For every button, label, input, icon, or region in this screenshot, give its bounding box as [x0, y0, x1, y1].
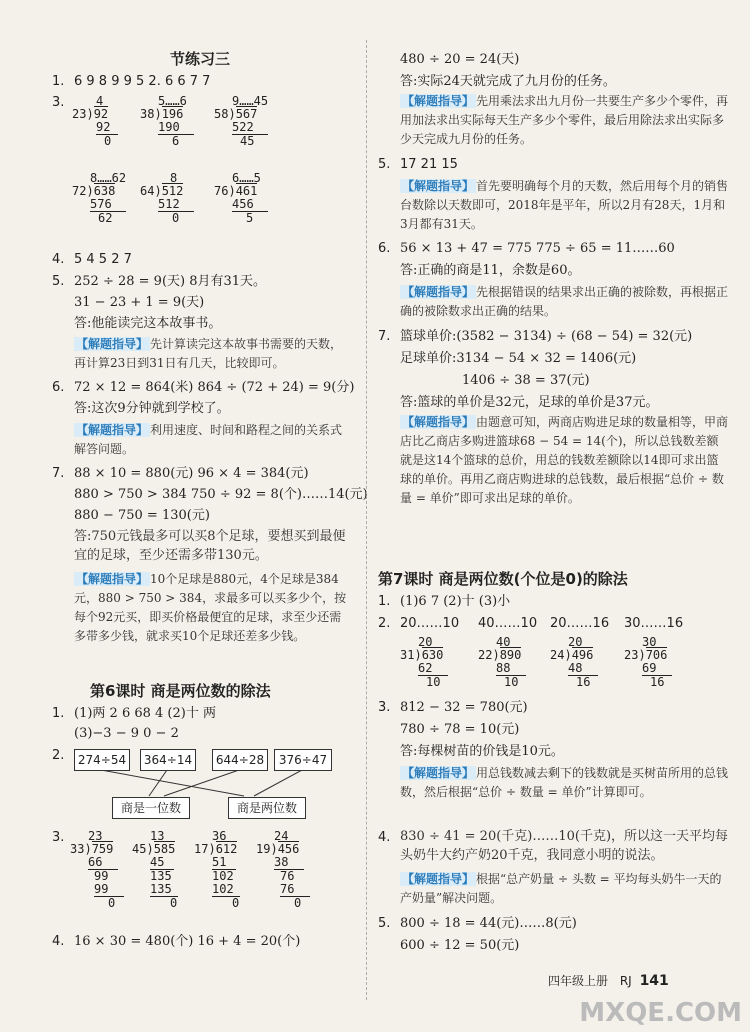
s5-line: 800 ÷ 18 = 44(元)……8(元): [400, 916, 577, 931]
q5-answer: 17 21 15: [400, 157, 458, 172]
s1-number: 1.: [378, 594, 391, 609]
s5-line: 600 ÷ 12 = 50(元): [400, 938, 520, 953]
s4-hint: [400, 870, 730, 908]
long-division: 40 22)890 88 10: [478, 636, 526, 689]
q6-line: 56 × 13 + 47 = 775 775 ÷ 65 = 11……60: [400, 241, 675, 256]
s4-number: 4.: [378, 830, 391, 845]
edition-label: RJ: [619, 974, 632, 988]
watermark: MXQE.COM: [579, 998, 742, 1028]
s2q4-line: 16 × 30 = 480(个) 16 + 4 = 20(个): [74, 934, 301, 949]
answer-line: 480 ÷ 20 = 24(天): [400, 52, 520, 67]
s1-answer: (1)6 7 (2)十 (3)小: [400, 594, 511, 609]
long-division: 8 64)512 512 0: [140, 172, 194, 225]
q1-number: 1.: [52, 74, 65, 89]
hint-text: 10个足球是880元，4个足球是384元，880 > 750 > 384，求最多可以买多少个，按每个92元买，即买价格最便宜的足球，求至少还需多带多少钱，就求买10个足球还差多少钱。: [74, 572, 347, 643]
q5-line: 252 ÷ 28 = 9(天) 8月有31天。: [74, 274, 267, 289]
q7-line: 880 > 750 > 384 750 ÷ 92 = 8(个)……14(元): [74, 487, 368, 502]
hint-text: 用总钱数减去剩下的钱数就是买树苗所用的总钱数，然后根据“总价 ÷ 数量 = 单价”计算即可。: [400, 766, 729, 799]
q7-number: 7.: [52, 466, 65, 481]
s2q3-number: 3.: [52, 830, 65, 845]
s2q1-line: (3)−3 − 9 0 − 2: [74, 726, 179, 741]
expression-box: 274÷54: [74, 749, 130, 771]
hint-tag: 【解题指导】: [402, 415, 475, 429]
hint-tag: 【解题指导】: [76, 337, 149, 351]
q6-line: 72 × 12 = 864(米) 864 ÷ (72 + 24) = 9(分): [74, 380, 355, 395]
q6-number: 6.: [52, 380, 65, 395]
q6-hint: [74, 421, 352, 459]
q7-answer: 答:750元钱最多可以买8个足球，要想买到最便宜的足球，至少还需多带130元。: [74, 529, 346, 563]
q7-line: 篮球单价:(3582 − 3134) ÷ (68 − 54) = 32(元): [400, 329, 693, 344]
s2-label: 20……10: [400, 616, 460, 631]
s3-hint: [400, 764, 730, 802]
hint-text: 由题意可知，两商店购进足球的数量相等，甲商店比乙商店多购进篮球68 − 54 = 14(个)，所以总钱数差额就是这14个篮球的总价，用总的钱数差额除以14即可求出篮球的单价。再用乙商店购进球的总钱数，最后根据“总价 ÷ 数量 = 单价”即可求出足球的单价。: [400, 415, 729, 505]
hint-text: 首先要明确每个月的天数，然后用每个月的销售台数除以天数即可，2018年是平年，所以2月有28天，1月和3月都有31天。: [400, 179, 729, 231]
match-lines: [74, 770, 334, 798]
s2q1-number: 1.: [52, 706, 65, 721]
q3-number: 3.: [52, 95, 65, 110]
hint-tag: 【解题指导】: [76, 423, 149, 437]
q5-line: 31 − 23 + 1 = 9(天): [74, 295, 205, 310]
hint-tag: 【解题指导】: [402, 766, 475, 780]
q5-number: 5.: [52, 274, 65, 289]
long-division: 5……6 38)196 190 6: [140, 95, 194, 148]
long-division: 13 45)585 45 135 135 0: [132, 829, 178, 910]
hint-tag: 【解题指导】: [402, 179, 475, 193]
q6-answer: 答:正确的商是11，余数是60。: [400, 263, 581, 278]
long-division: 4 23)92 92 0: [72, 95, 118, 148]
long-division: 9……45 58)567 522 45: [214, 94, 269, 148]
q5-hint: [74, 335, 352, 373]
s4-answer: 830 ÷ 41 = 20(千克)……10(千克)，所以这一天平均每头奶牛大约产奶20千克，我同意小明的说法。: [400, 829, 729, 863]
hint-text: 先根据错误的结果求出正确的被除数，再根据正确的被除数求出正确的结果。: [400, 285, 729, 318]
q5-answer: 答:他能读完这本故事书。: [74, 316, 222, 331]
page-number: 141: [639, 973, 669, 989]
hint-text: 先计算读完这本故事书需要的天数，再计算23日到31日有几天，比较即可。: [74, 337, 343, 370]
section-title: 第7课时 商是两位数(个位是0)的除法: [378, 570, 628, 588]
hint-tag: 【解题指导】: [76, 572, 149, 586]
s3-line: 812 − 32 = 780(元): [400, 700, 528, 715]
q7-line: 1406 ÷ 38 = 37(元): [462, 373, 590, 388]
footer: [548, 972, 669, 989]
hint-text: 先用乘法求出九月份一共要生产多少个零件，再用加法求出实际每天生产多少个零件，最后用除法求出实际多少天完成九月份的任务。: [400, 94, 729, 146]
section-title: 节练习三: [170, 50, 231, 68]
q7-hint: [400, 413, 730, 508]
s5-number: 5.: [378, 916, 391, 931]
q7-answer: 答:篮球的单价是32元，足球的单价是37元。: [400, 395, 659, 410]
s3-line: 780 ÷ 78 = 10(元): [400, 722, 520, 737]
s2-label: 20……16: [550, 616, 610, 631]
hint-tag: 【解题指导】: [402, 94, 475, 108]
q7-number: 7.: [378, 329, 391, 344]
q4-number: 4.: [52, 252, 65, 267]
q7-hint: [74, 570, 352, 646]
q1-answer: 6 9 8 9 9 5 2. 6 6 7 7: [74, 74, 211, 89]
expression-box: 364÷14: [140, 749, 196, 771]
s2q1-line: (1)两 2 6 68 4 (2)十 两: [74, 706, 216, 721]
q6-answer: 答:这次9分钟就到学校了。: [74, 401, 230, 416]
long-division: 20 31)630 62 10: [400, 636, 448, 689]
expression-box: 376÷47: [274, 749, 332, 771]
category-box: 商是两位数: [228, 797, 306, 819]
hint-tag: 【解题指导】: [402, 285, 475, 299]
hint-text: 利用速度、时间和路程之间的关系式解答问题。: [74, 423, 343, 456]
s3-answer: 答:每棵树苗的价钱是10元。: [400, 744, 564, 759]
q4-answer: 5 4 5 2 7: [74, 252, 132, 267]
q7-line: 足球单价:3134 − 54 × 32 = 1406(元): [400, 351, 637, 366]
q6-hint: [400, 283, 730, 321]
s2q2-number: 2.: [52, 748, 65, 763]
hint-tag: 【解题指导】: [402, 872, 475, 886]
s3-number: 3.: [378, 700, 391, 715]
expression-box: 644÷28: [212, 749, 268, 771]
answer-line: 答:实际24天就完成了九月份的任务。: [400, 74, 616, 89]
category-box: 商是一位数: [112, 797, 190, 819]
q5-number: 5.: [378, 157, 391, 172]
grade-label: 四年级上册: [548, 974, 609, 988]
long-division: 24 19)456 38 76 76 0: [256, 830, 310, 910]
long-division: 20 24)496 48 16: [550, 636, 598, 689]
section-title: 第6课时 商是两位数的除法: [90, 682, 271, 700]
s2-label: 30……16: [624, 616, 684, 631]
long-division: 36 17)612 51 102 102 0: [194, 829, 240, 910]
column-divider: [366, 40, 367, 1000]
long-division: 23 33)759 66 99 99 0: [70, 830, 124, 910]
s2q4-number: 4.: [52, 934, 65, 949]
long-division: 30 23)706 69 16: [624, 636, 672, 689]
q7-line: 88 × 10 = 880(元) 96 × 4 = 384(元): [74, 466, 309, 481]
hint-text: 根据“总产奶量 ÷ 头数 = 平均每头奶牛一天的产奶量”解决问题。: [400, 872, 722, 905]
long-division: 8……62 72)638 576 62: [72, 171, 127, 225]
q5-hint: [400, 177, 730, 234]
q6-number: 6.: [378, 241, 391, 256]
q7-line: 880 − 750 = 130(元): [74, 508, 210, 523]
hint: [400, 92, 730, 149]
s2-label: 40……10: [478, 616, 538, 631]
s2-number: 2.: [378, 616, 391, 631]
long-division: 6……5 76)461 456 5: [214, 172, 268, 225]
